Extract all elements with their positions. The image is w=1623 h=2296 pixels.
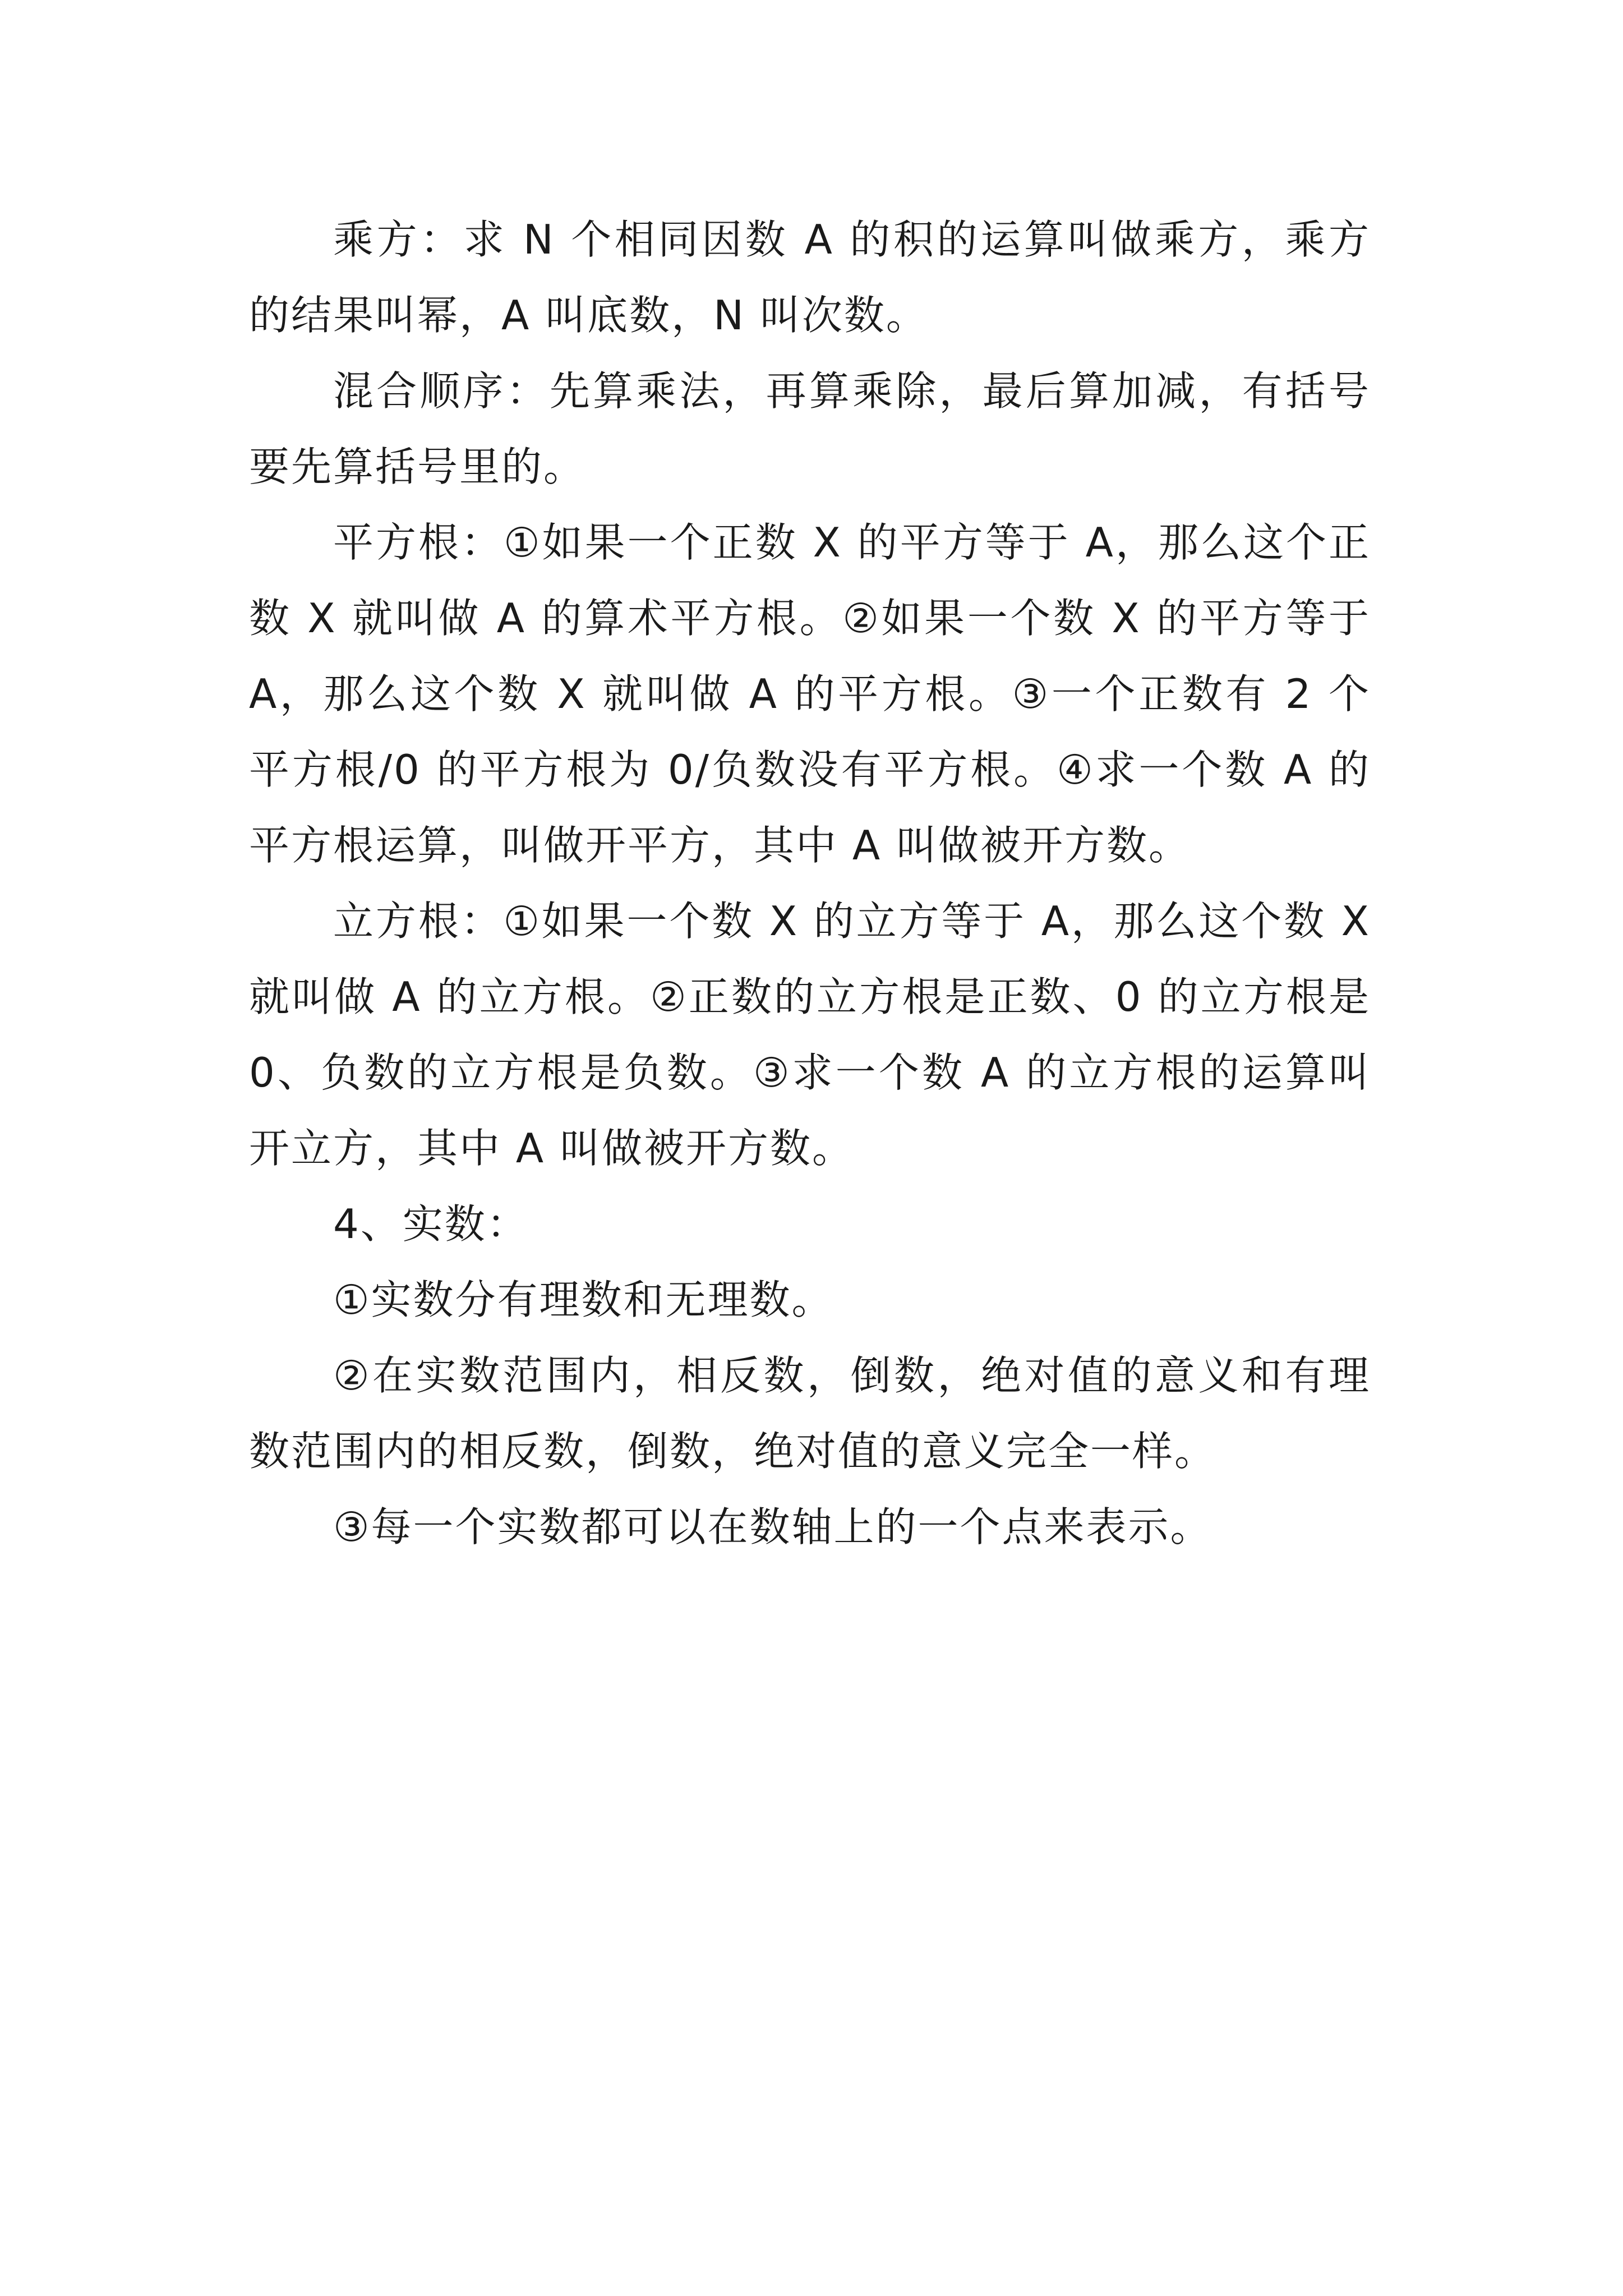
paragraph-exponentiation: 乘方：求 N 个相同因数 A 的积的运算叫做乘方，乘方的结果叫幂，A 叫底数，N 叫次数。: [249, 216, 1371, 339]
document-body: [249, 202, 1371, 1565]
paragraph-real-numbers-2: ②在实数范围内，相反数，倒数，绝对值的意义和有理数范围内的相反数，倒数，绝对值的意义完全一样。: [249, 1352, 1371, 1475]
paragraph-real-numbers-1: ①实数分有理数和无理数。: [333, 1276, 834, 1323]
paragraph-square-root: 平方根：①如果一个正数 X 的平方等于 A，那么这个正数 X 就叫做 A 的算术平方根。②如果一个数 X 的平方等于 A，那么这个数 X 就叫做 A 的平方根。③一个正数有 2 个平方根/0 的平方根为 0/负数没有平方根。④求一个数 A 的平方根运算，叫做开平方，其中 A 叫做被开方数。: [249, 519, 1371, 869]
section-heading-real-numbers: 4、实数：: [333, 1200, 529, 1248]
paragraph-order-of-operations: 混合顺序：先算乘法，再算乘除，最后算加减，有括号要先算括号里的。: [249, 367, 1371, 490]
paragraph-cube-root: 立方根：①如果一个数 X 的立方等于 A，那么这个数 X 就叫做 A 的立方根。②正数的立方根是正数、0 的立方根是 0、负数的立方根是负数。③求一个数 A 的立方根的运算叫开立方，其中 A 叫做被开方数。: [249, 898, 1371, 1172]
paragraph-real-numbers-3: ③每一个实数都可以在数轴上的一个点来表示。: [333, 1503, 1212, 1550]
